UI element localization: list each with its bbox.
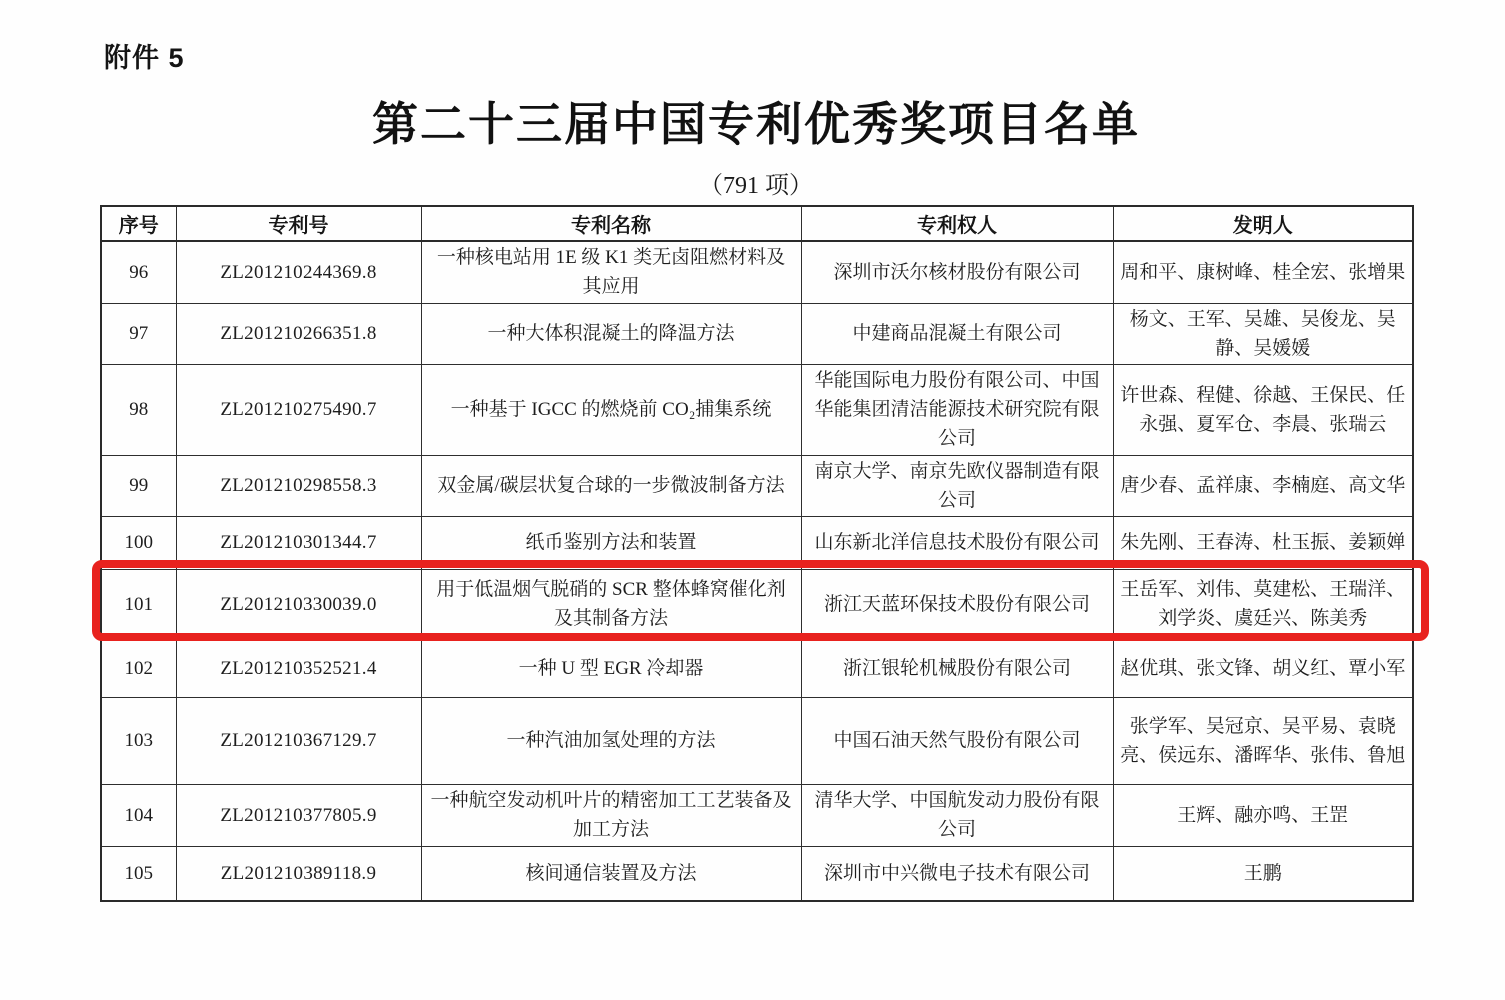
- table-row: [101, 455, 1413, 516]
- table-body: [101, 241, 1413, 901]
- cell-patent-no: ZL201210352521.4: [176, 639, 421, 697]
- cell-patent-name: 双金属/碳层状复合球的一步微波制备方法: [421, 455, 801, 516]
- table-row: [101, 846, 1413, 901]
- cell-patent-no: ZL201210266351.8: [176, 303, 421, 364]
- cell-patentee: 南京大学、南京先欧仪器制造有限公司: [801, 455, 1113, 516]
- column-header-no: 序号: [101, 206, 176, 241]
- table-row: [101, 516, 1413, 569]
- cell-patent-no: ZL201210275490.7: [176, 364, 421, 455]
- table-row: [101, 697, 1413, 784]
- table-row: [101, 241, 1413, 303]
- column-header-patent-no: 专利号: [176, 206, 421, 241]
- column-header-name: 专利名称: [421, 206, 801, 241]
- cell-patent-name: 一种基于 IGCC 的燃烧前 CO₂捕集系统: [421, 364, 801, 455]
- cell-no: 102: [101, 639, 176, 697]
- table-header-row: [101, 206, 1413, 241]
- cell-inventors: 唐少春、孟祥康、李楠庭、高文华: [1113, 455, 1413, 516]
- cell-patent-name: 纸币鉴别方法和装置: [421, 516, 801, 569]
- cell-no: 98: [101, 364, 176, 455]
- cell-inventors: 赵优琪、张文锋、胡义红、覃小军: [1113, 639, 1413, 697]
- cell-inventors: 周和平、康树峰、桂全宏、张增果: [1113, 241, 1413, 303]
- cell-patent-name: 一种 U 型 EGR 冷却器: [421, 639, 801, 697]
- cell-no: 101: [101, 569, 176, 639]
- cell-inventors: 王岳军、刘伟、莫建松、王瑞洋、刘学炎、虞廷兴、陈美秀: [1113, 569, 1413, 639]
- cell-patent-name: 核间通信装置及方法: [421, 846, 801, 901]
- cell-patentee: 深圳市中兴微电子技术有限公司: [801, 846, 1113, 901]
- cell-patent-no: ZL201210298558.3: [176, 455, 421, 516]
- cell-patent-name: 一种汽油加氢处理的方法: [421, 697, 801, 784]
- table-row: [101, 364, 1413, 455]
- cell-patentee: 浙江天蓝环保技术股份有限公司: [801, 569, 1113, 639]
- cell-no: 97: [101, 303, 176, 364]
- table-row: [101, 639, 1413, 697]
- cell-patent-no: ZL201210367129.7: [176, 697, 421, 784]
- cell-inventors: 杨文、王军、吴雄、吴俊龙、吴静、吴媛媛: [1113, 303, 1413, 364]
- cell-patentee: 深圳市沃尔核材股份有限公司: [801, 241, 1113, 303]
- cell-no: 104: [101, 784, 176, 846]
- table-row-highlighted: [101, 569, 1413, 639]
- cell-no: 100: [101, 516, 176, 569]
- cell-patent-name: 一种航空发动机叶片的精密加工工艺装备及加工方法: [421, 784, 801, 846]
- cell-inventors: 王鹏: [1113, 846, 1413, 901]
- cell-no: 103: [101, 697, 176, 784]
- cell-patent-name: 一种大体积混凝土的降温方法: [421, 303, 801, 364]
- cell-patent-no: ZL201210301344.7: [176, 516, 421, 569]
- table-row: [101, 303, 1413, 364]
- page-title: 第二十三届中国专利优秀奖项目名单: [372, 99, 1140, 150]
- cell-patentee: 中国石油天然气股份有限公司: [801, 697, 1113, 784]
- cell-no: 99: [101, 455, 176, 516]
- cell-patentee: 山东新北洋信息技术股份有限公司: [801, 516, 1113, 569]
- cell-no: 96: [101, 241, 176, 303]
- cell-patent-no: ZL201210389118.9: [176, 846, 421, 901]
- item-count: （791 项）: [699, 173, 813, 199]
- cell-patent-name: 用于低温烟气脱硝的 SCR 整体蜂窝催化剂及其制备方法: [421, 569, 801, 639]
- cell-patent-no: ZL201210330039.0: [176, 569, 421, 639]
- cell-patent-no: ZL201210244369.8: [176, 241, 421, 303]
- cell-patentee: 浙江银轮机械股份有限公司: [801, 639, 1113, 697]
- cell-patent-no: ZL201210377805.9: [176, 784, 421, 846]
- attachment-label: 附件 5: [104, 43, 185, 73]
- cell-inventors: 张学军、吴冠京、吴平易、袁晓亮、侯远东、潘晖华、张伟、鲁旭: [1113, 697, 1413, 784]
- cell-inventors: 许世森、程健、徐越、王保民、任永强、夏军仓、李晨、张瑞云: [1113, 364, 1413, 455]
- column-header-patentee: 专利权人: [801, 206, 1113, 241]
- cell-patentee: 华能国际电力股份有限公司、中国华能集团清洁能源技术研究院有限公司: [801, 364, 1113, 455]
- cell-patentee: 中建商品混凝土有限公司: [801, 303, 1113, 364]
- cell-patentee: 清华大学、中国航发动力股份有限公司: [801, 784, 1113, 846]
- cell-patent-name: 一种核电站用 1E 级 K1 类无卤阻燃材料及其应用: [421, 241, 801, 303]
- cell-inventors: 朱先刚、王春涛、杜玉振、姜颖婵: [1113, 516, 1413, 569]
- patent-table: [100, 205, 1414, 902]
- cell-inventors: 王辉、融亦鸣、王罡: [1113, 784, 1413, 846]
- cell-no: 105: [101, 846, 176, 901]
- column-header-inventors: 发明人: [1113, 206, 1413, 241]
- table-row: [101, 784, 1413, 846]
